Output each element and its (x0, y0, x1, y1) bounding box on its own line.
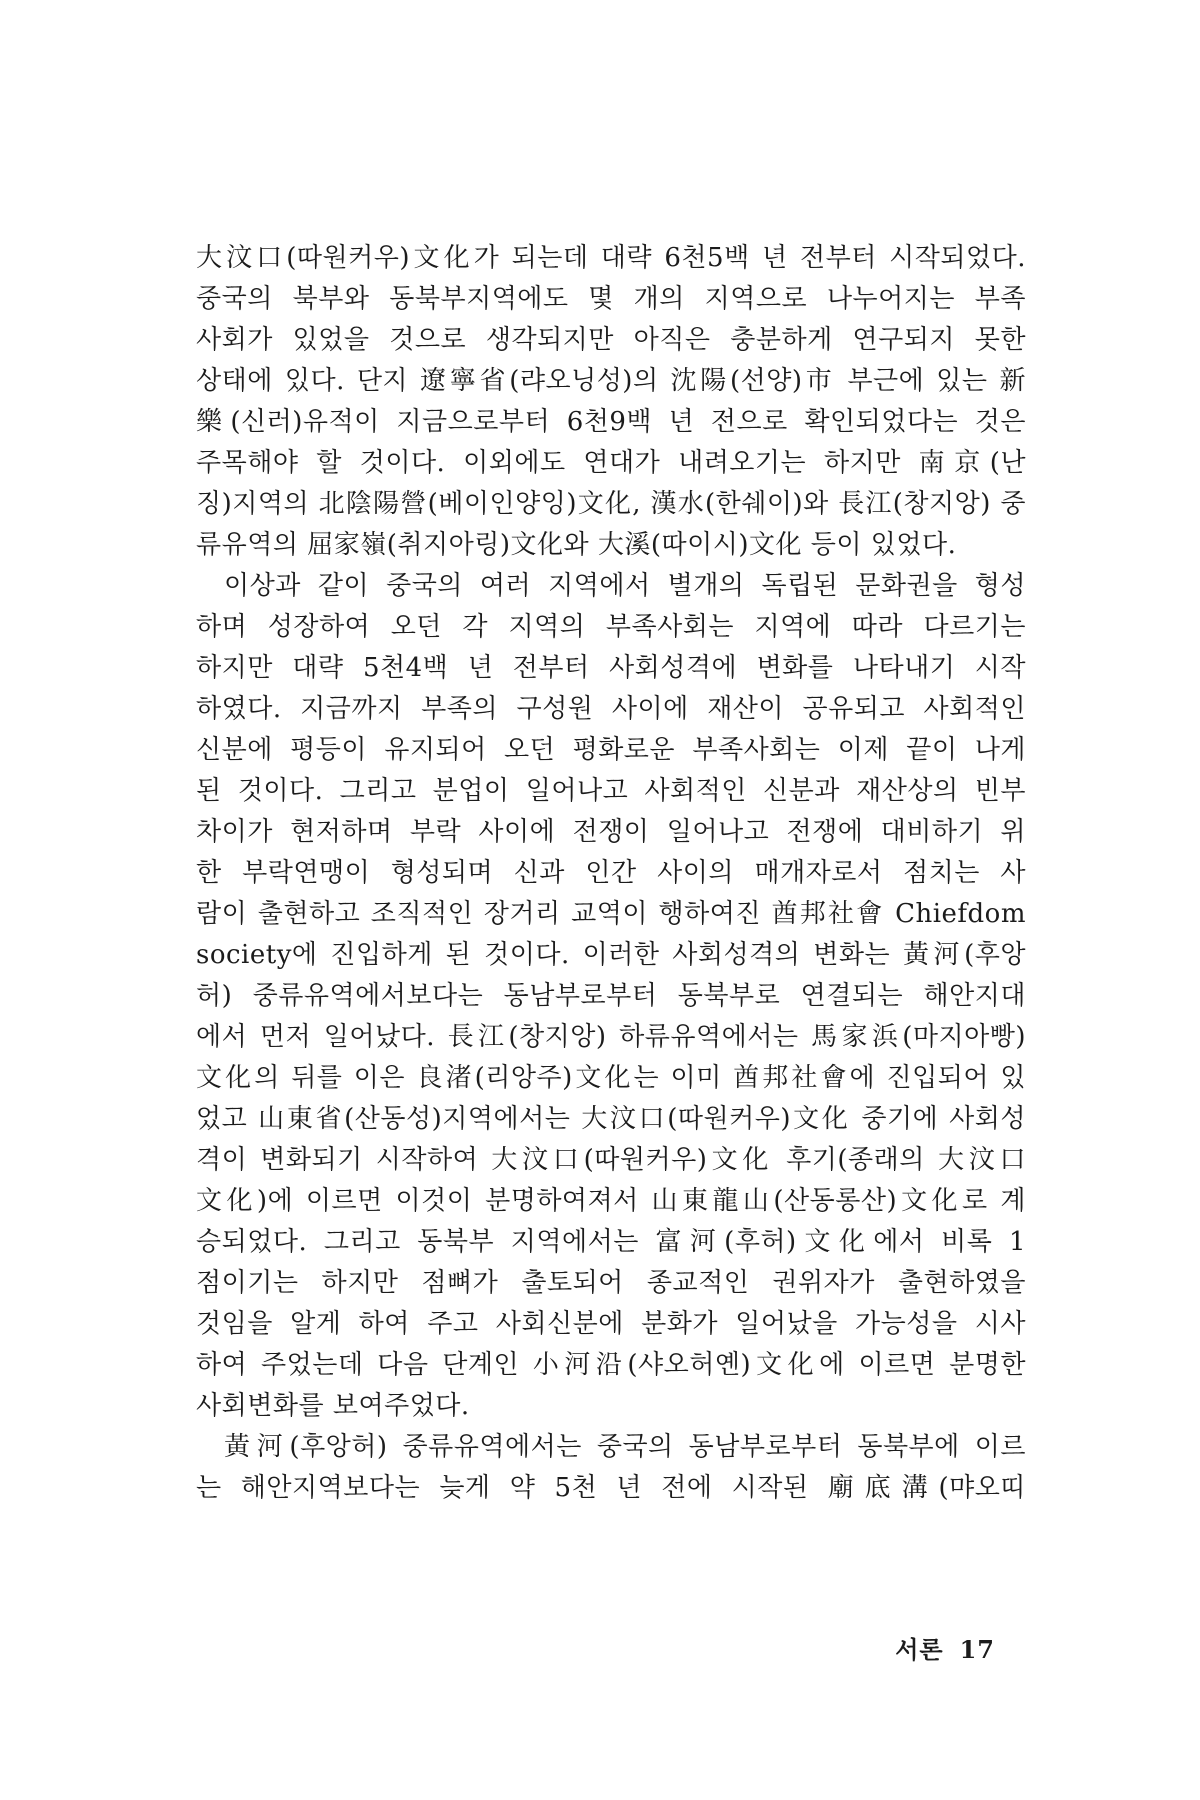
text-line: 상태에 있다. 단지 遼寧省(랴오닝성)의 沈陽(선양)市 부근에 있는 新 (196, 366, 1026, 396)
text-line: 樂(신러)유적이 지금으로부터 6천9백 년 전으로 확인되었다는 것은 (196, 407, 1026, 437)
page-footer (895, 1630, 995, 1665)
text-line: 大汶口(따원커우)文化가 되는데 대략 6천5백 년 전부터 시작되었다. (196, 243, 1026, 273)
text-line: 된 것이다. 그리고 분업이 일어나고 사회적인 신분과 재산상의 빈부 (196, 776, 1026, 806)
text-line: 것임을 알게 하여 주고 사회신분에 분화가 일어났을 가능성을 시사 (196, 1309, 1026, 1339)
text-line: society에 진입하게 된 것이다. 이러한 사회성격의 변화는 黃河(후앙 (196, 940, 1026, 970)
text-line: 중국의 북부와 동북부지역에도 몇 개의 지역으로 나누어지는 부족 (196, 284, 1026, 314)
text-line: 하여 주었는데 다음 단계인 小河沿(샤오허옌)文化에 이르면 분명한 (196, 1350, 1026, 1380)
text-line: 하지만 대략 5천4백 년 전부터 사회성격에 변화를 나타내기 시작 (196, 653, 1026, 683)
page-number: 17 (959, 1635, 995, 1664)
text-line: 징)지역의 北陰陽營(베이인양잉)文化, 漢水(한쉐이)와 長江(창지앙) 중 (196, 489, 1026, 519)
text-line: 사회변화를 보여주었다. (196, 1391, 470, 1421)
text-line: 신분에 평등이 유지되어 오던 평화로운 부족사회는 이제 끝이 나게 (196, 735, 1026, 765)
section-title: 서론 (895, 1635, 944, 1664)
text-line: 는 해안지역보다는 늦게 약 5천 년 전에 시작된 廟底溝(먀오띠 (196, 1473, 1026, 1503)
paragraph-start-line: 이상과 같이 중국의 여러 지역에서 별개의 독립된 문화권을 형성 (224, 571, 1026, 601)
text-line: 한 부락연맹이 형성되며 신과 인간 사이의 매개자로서 점치는 사 (196, 858, 1026, 888)
text-line: 승되었다. 그리고 동북부 지역에서는 富河(후허)文化에서 비록 1 (196, 1227, 1026, 1257)
text-line: 하였다. 지금까지 부족의 구성원 사이에 재산이 공유되고 사회적인 (196, 694, 1026, 724)
text-line: 람이 출현하고 조직적인 장거리 교역이 행하여진 酋邦社會 Chiefdom (196, 899, 1026, 929)
text-line: 주목해야 할 것이다. 이외에도 연대가 내려오기는 하지만 南京(난 (196, 448, 1026, 478)
text-line: 차이가 현저하며 부락 사이에 전쟁이 일어나고 전쟁에 대비하기 위 (196, 817, 1026, 847)
text-line: 허) 중류유역에서보다는 동남부로부터 동북부로 연결되는 해안지대 (196, 981, 1026, 1011)
text-line: 文化의 뒤를 이은 良渚(리앙주)文化는 이미 酋邦社會에 진입되어 있 (196, 1063, 1026, 1093)
text-line: 격이 변화되기 시작하여 大汶口(따원커우)文化 후기(종래의 大汶口 (196, 1145, 1026, 1175)
text-line: 점이기는 하지만 점뼈가 출토되어 종교적인 권위자가 출현하였을 (196, 1268, 1026, 1298)
text-line: 사회가 있었을 것으로 생각되지만 아직은 충분하게 연구되지 못한 (196, 325, 1026, 355)
text-line: 하며 성장하여 오던 각 지역의 부족사회는 지역에 따라 다르기는 (196, 612, 1026, 642)
body-text (196, 238, 1026, 1509)
text-line: 에서 먼저 일어났다. 長江(창지앙) 하류유역에서는 馬家浜(마지아빵) (196, 1022, 1026, 1052)
text-line: 었고 山東省(산동성)지역에서는 大汶口(따원커우)文化 중기에 사회성 (196, 1104, 1026, 1134)
text-line: 류유역의 屈家嶺(취지아링)文化와 大溪(따이시)文化 등이 있었다. (196, 530, 957, 560)
paragraph-start-line: 黃河(후앙허) 중류유역에서는 중국의 동남부로부터 동북부에 이르 (224, 1432, 1026, 1462)
text-line: 文化)에 이르면 이것이 분명하여져서 山東龍山(산동롱산)文化로 계 (196, 1186, 1026, 1216)
